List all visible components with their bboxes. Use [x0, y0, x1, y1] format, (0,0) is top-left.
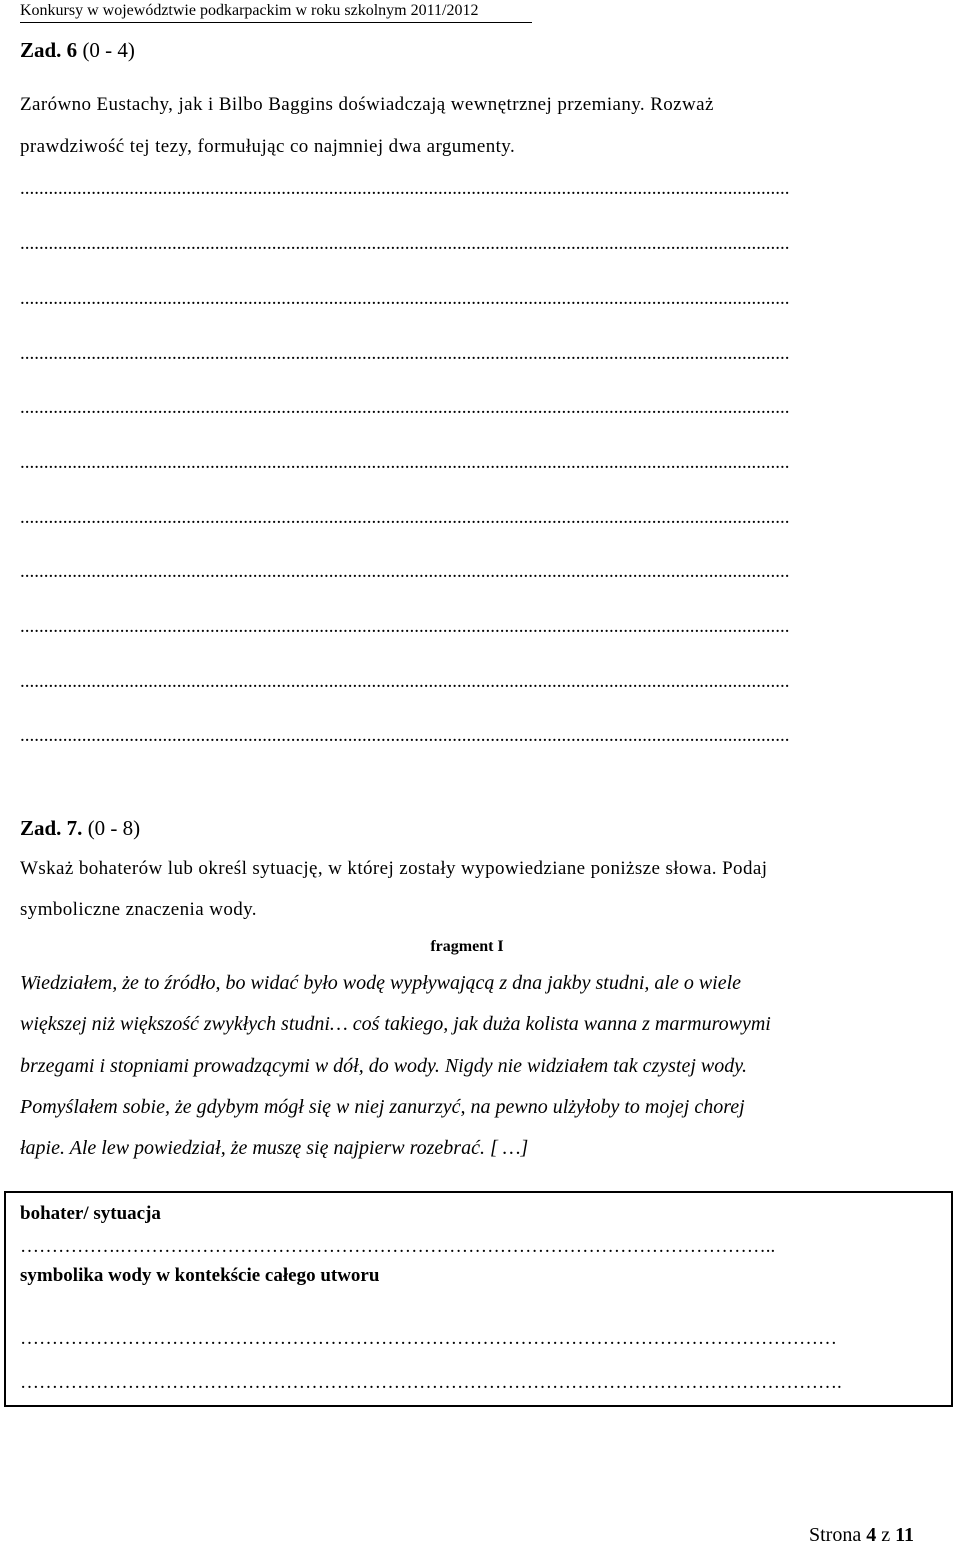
quote-line-4: Pomyślałem sobie, że gdybym mógł się w niej zanurzyć, na pewno ulżyłoby to mojej chorej: [20, 1096, 745, 1118]
task-6-prompt-line-2: prawdziwość tej tezy, formułując co najmniej dwa argumenty.: [20, 136, 516, 157]
task-6-points: (0 - 4): [82, 38, 135, 62]
page-current: 4: [866, 1524, 877, 1546]
answer-line[interactable]: ..................................................................................................................................................................: [20, 671, 790, 692]
page-separator: z: [881, 1524, 891, 1546]
answer-line[interactable]: ..................................................................................................................................................................: [20, 343, 790, 364]
task-7-prompt-line-2: symboliczne znaczenia wody.: [20, 899, 257, 920]
water-symbolism-answer-line[interactable]: …………………………………………………………………………………………………………………: [20, 1328, 837, 1349]
answer-line[interactable]: ..................................................................................................................................................................: [20, 288, 790, 309]
task-6-title: [20, 38, 135, 63]
page-total: 11: [895, 1524, 914, 1546]
hero-situation-answer-line[interactable]: …………….…………………………………………………………………………………………..: [20, 1236, 776, 1257]
fragment-label: fragment I: [430, 938, 504, 955]
running-header: Konkursy w województwie podkarpackim w roku szkolnym 2011/2012: [20, 2, 479, 19]
header-underline: [20, 22, 532, 23]
answer-line[interactable]: ..................................................................................................................................................................: [20, 725, 790, 746]
task-7-title: [20, 816, 140, 841]
quote-line-3: brzegami i stopniami prowadzącymi w dół, do wody. Nigdy nie widziałem tak czystej wody.: [20, 1055, 748, 1077]
answer-line[interactable]: ..................................................................................................................................................................: [20, 452, 790, 473]
hero-situation-label: bohater/ sytuacja: [20, 1203, 161, 1224]
answer-line[interactable]: ..................................................................................................................................................................: [20, 178, 790, 199]
task-6-label: Zad. 6: [20, 38, 78, 62]
answer-line[interactable]: ..................................................................................................................................................................: [20, 561, 790, 582]
answer-line[interactable]: ..................................................................................................................................................................: [20, 507, 790, 528]
answer-line[interactable]: ..................................................................................................................................................................: [20, 616, 790, 637]
page-number: [809, 1524, 914, 1547]
water-symbolism-label: symbolika wody w kontekście całego utworu: [20, 1265, 380, 1286]
water-symbolism-answer-line[interactable]: ………………………………………………………………………………………………………………….: [20, 1372, 842, 1393]
answer-line[interactable]: ..................................................................................................................................................................: [20, 397, 790, 418]
quote-line-2: większej niż większość zwykłych studni… coś takiego, jak duża kolista wanna z marmurowymi: [20, 1013, 771, 1035]
task-7-prompt-line-1: Wskaż bohaterów lub określ sytuację, w której zostały wypowiedziane poniższe słowa. Podaj: [20, 858, 768, 879]
quote-line-1: Wiedziałem, że to źródło, bo widać było wodę wypływającą z dna jakby studni, ale o wiele: [20, 972, 742, 994]
task-6-prompt-line-1: Zarówno Eustachy, jak i Bilbo Baggins doświadczają wewnętrznej przemiany. Rozważ: [20, 94, 714, 115]
task-7-label: Zad. 7.: [20, 816, 83, 840]
task-7-points: (0 - 8): [87, 816, 141, 840]
page-word: Strona: [808, 1524, 862, 1546]
answer-line[interactable]: ..................................................................................................................................................................: [20, 233, 790, 254]
quote-line-5: łapie. Ale lew powiedział, że muszę się najpierw rozebrać. [ …]: [20, 1137, 529, 1159]
